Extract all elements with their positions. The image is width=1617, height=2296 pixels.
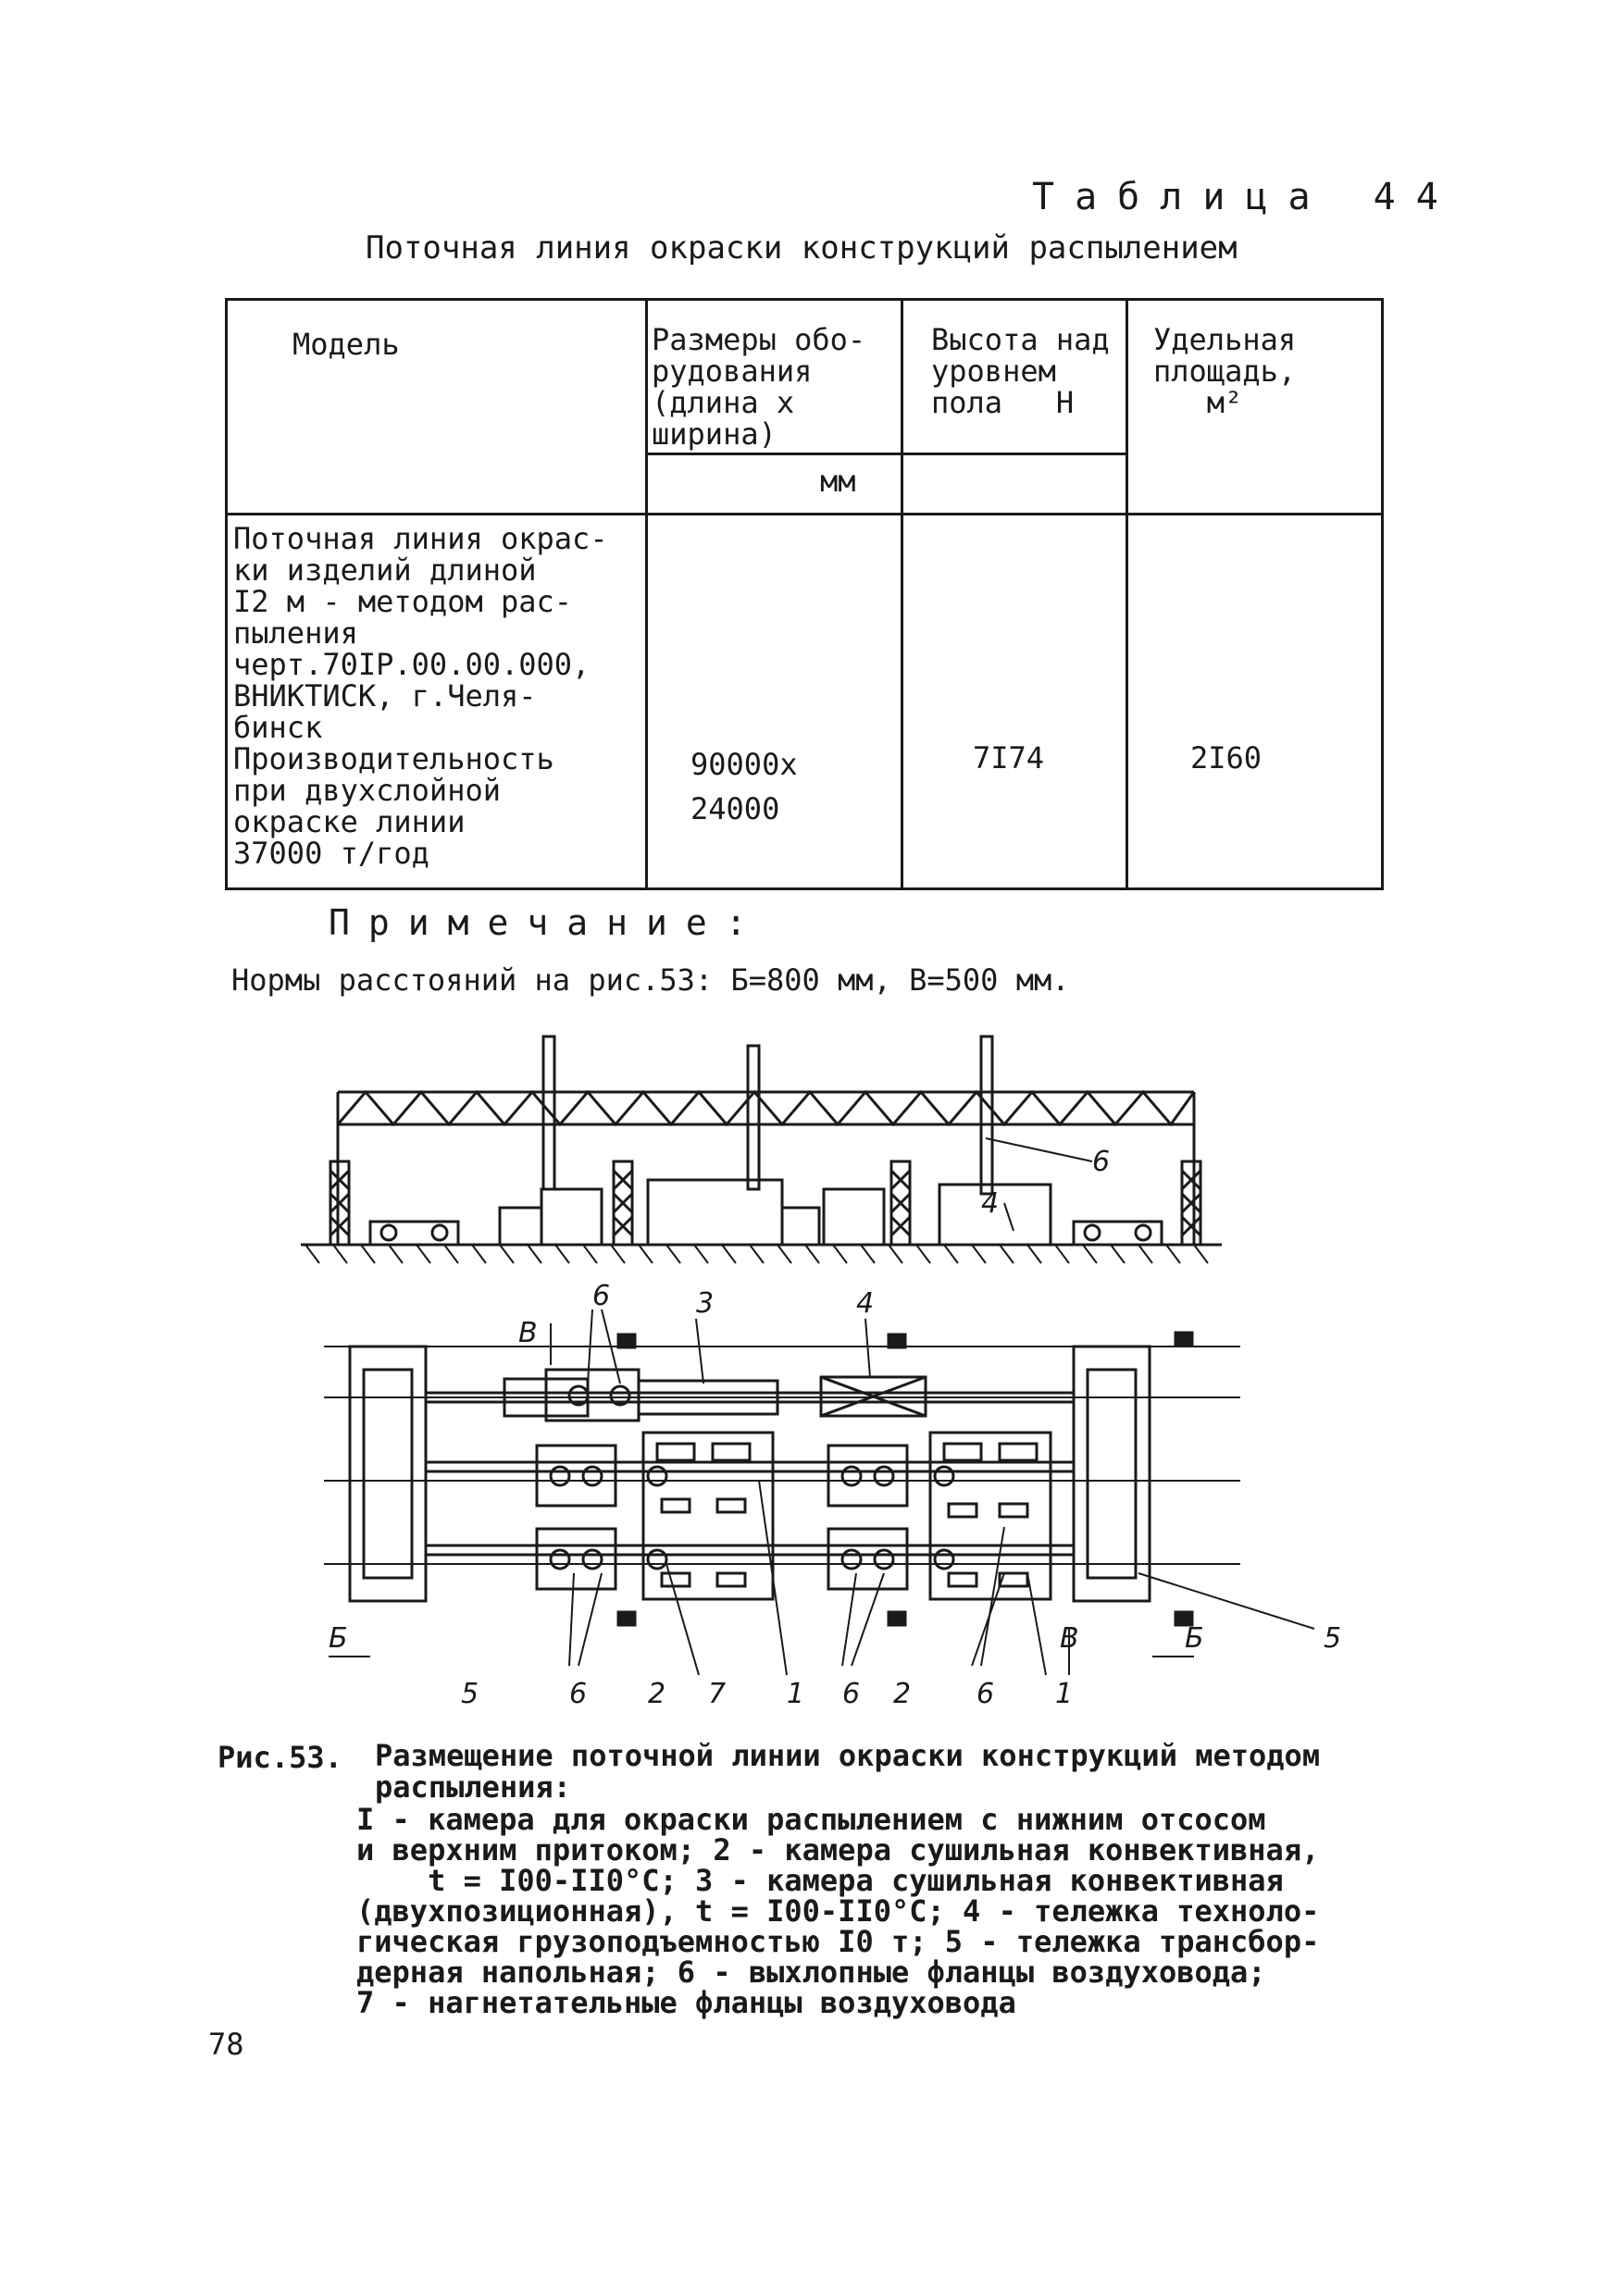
callout-6-plan-top: 6 xyxy=(592,1280,611,1312)
figure-label: Рис.53. xyxy=(218,1740,342,1775)
header-height: Высота над уровнем пола Н xyxy=(931,322,1110,420)
figure-caption-title: Размещение поточной линии окраски конструкций методом распыления: xyxy=(375,1738,1321,1805)
page-number: 78 xyxy=(208,2027,244,2062)
callout-b-left: Б xyxy=(329,1622,348,1655)
bottom-label: 7 xyxy=(708,1678,727,1710)
cell-dimensions: 90000x 24000 xyxy=(690,747,798,826)
callout-b-right: Б xyxy=(1185,1622,1204,1655)
header-model: Модель xyxy=(292,327,400,362)
callout-4-plan: 4 xyxy=(856,1287,875,1320)
plan-view xyxy=(324,1309,1314,1675)
note-heading: Примечание: xyxy=(329,902,765,943)
bottom-label: 1 xyxy=(787,1678,805,1710)
cell-area: 2I60 xyxy=(1190,740,1263,776)
bottom-label: 2 xyxy=(893,1678,912,1710)
header-area: Удельная площадь, м² xyxy=(1153,322,1297,420)
bottom-label: 5 xyxy=(461,1678,479,1710)
figure-caption-legend: I - камера для окраски распылением с нижним отсосом и верхним притоком; 2 - камера сушильная конвективная, t = I00-II0°С; 3 - камера сушильная конвективная (двухпозиционная), t = I00-II0°С; 4 - тележка техноло- гическая грузоподъемностью I0 т; 5 - тележка трансбор- дерная напольная; 6 - выхлопные фланцы воздуховода; 7 - нагнетательные фланцы воздуховода xyxy=(356,1802,1320,2020)
bottom-label: 1 xyxy=(1055,1678,1074,1710)
callout-v-bottom: В xyxy=(1060,1622,1079,1655)
bottom-label: 2 xyxy=(648,1678,666,1710)
callout-3: 3 xyxy=(696,1287,715,1320)
bottom-label: 6 xyxy=(569,1678,588,1710)
bottom-label: 6 xyxy=(842,1678,861,1710)
table-title: Поточная линия окраски конструкций распылением xyxy=(366,230,1238,267)
table-number: Таблица 44 xyxy=(1032,176,1459,218)
header-dimensions: Размеры обо- рудования (длина x ширина) xyxy=(652,322,866,452)
cell-model: Поточная линия окрас- ки изделий длиной I2 м - методом рас- пыления черт.70IР.00.00.000, ВНИКТИСК, г.Челя- бинск Производительность при двухслойной окраске линии 37000 т/год xyxy=(233,521,608,871)
callout-v-top: В xyxy=(518,1317,538,1349)
bottom-label: 6 xyxy=(976,1678,995,1710)
cell-height: 7I74 xyxy=(973,740,1045,776)
callout-4-elevation: 4 xyxy=(981,1187,1000,1220)
note-text: Нормы расстояний на рис.53: Б=800 мм, В=500 мм. xyxy=(231,962,1070,998)
callout-5-right: 5 xyxy=(1324,1622,1342,1655)
callout-6-elevation: 6 xyxy=(1092,1146,1111,1178)
elevation-view xyxy=(301,1036,1222,1263)
header-units: мм xyxy=(820,464,856,499)
